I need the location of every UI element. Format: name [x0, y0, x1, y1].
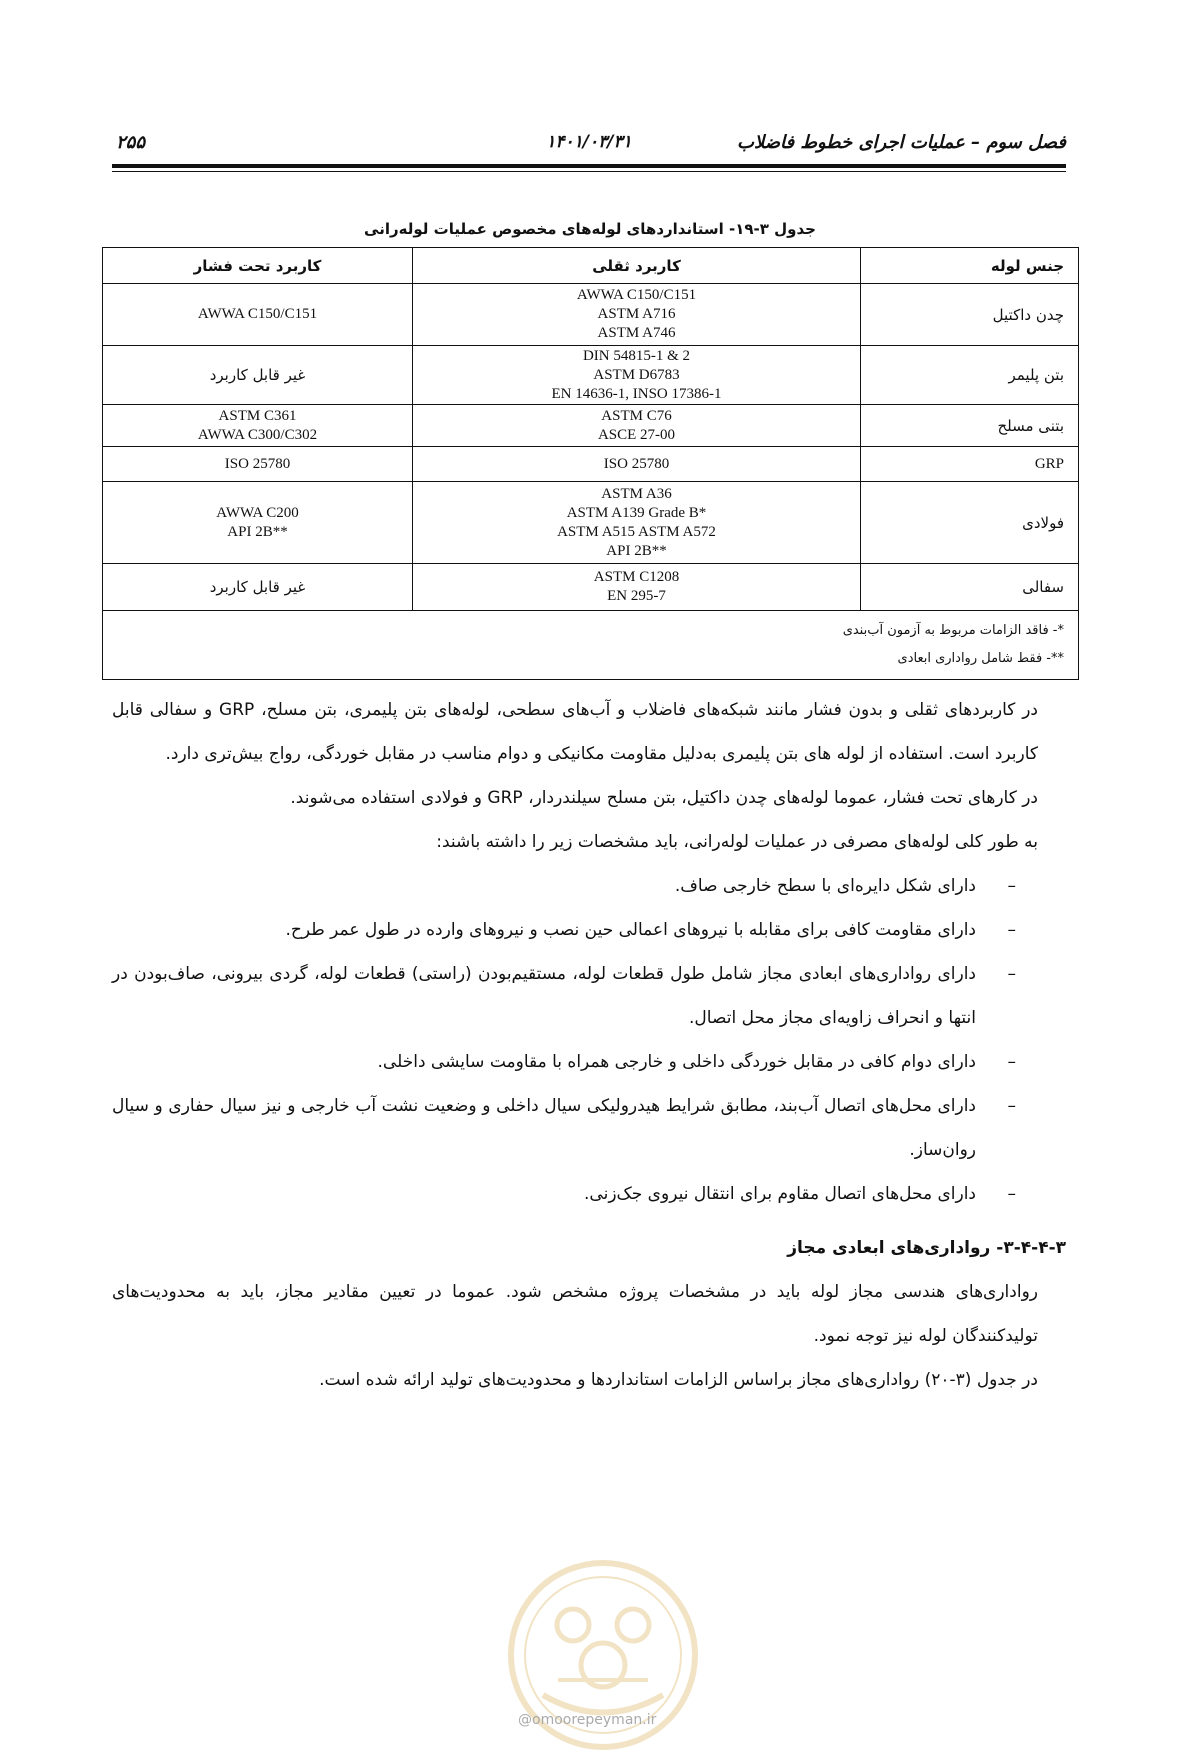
standard-code: ASCE 27-00 — [597, 426, 676, 443]
table-notes — [103, 611, 1079, 680]
list-item-text: دارای دوام کافی در مقابل خوردگی داخلی و خارجی همراه با مقاومت سایشی داخلی. — [377, 1052, 976, 1072]
cell-material: GRP — [861, 447, 1079, 482]
table-row — [103, 482, 1079, 564]
standard-code: AWWA C150/C151 — [197, 306, 318, 322]
header-pressure: کاربرد تحت فشار — [103, 248, 413, 284]
standard-code: ASTM D6783 — [593, 366, 680, 383]
header-gravity: کاربرد ثقلی — [413, 248, 861, 284]
standard-code: AWWA C300/C302 — [197, 426, 318, 443]
cell-pressure — [103, 447, 413, 482]
table-row — [103, 564, 1079, 611]
list-item — [112, 1172, 1066, 1216]
not-applicable-text: غیر قابل کاربرد — [209, 366, 306, 384]
pipe-standards-table — [102, 247, 1079, 680]
header-material: جنس لوله — [861, 248, 1079, 284]
cell-gravity — [413, 564, 861, 611]
cell-gravity — [413, 447, 861, 482]
list-item-text: دارای محل‌های اتصال آب‌بند، مطابق شرایط هیدرولیکی سیال داخلی و وضعیت نشت آب خارجی و نیز سیال حفاری و سیال روان‌ساز. — [112, 1096, 976, 1160]
requirements-list — [112, 864, 1066, 1216]
standard-code: ASTM A746 — [597, 325, 676, 341]
table-row — [103, 284, 1079, 346]
cell-pressure — [103, 405, 413, 447]
dash-bullet: – — [1007, 1052, 1016, 1072]
page-header — [112, 128, 1066, 166]
standard-code: ASTM C76 — [601, 407, 672, 424]
section-heading: ۳-۴-۴-۳- رواداری‌های ابعادی مجاز — [787, 1238, 1066, 1258]
header-rule-thick — [112, 164, 1066, 168]
list-item — [112, 908, 1066, 952]
standard-code: AWWA C200 — [216, 504, 299, 521]
paragraph: در کاربردهای ثقلی و بدون فشار مانند شبکه‌های فاضلاب و آب‌های سطحی، لوله‌های بتن پلیمری، بتن مسلح، GRP و سفالی قابل کاربرد است. استفاده از لوله های بتن پلیمری به‌دلیل مقاومت مکانیکی و دوام مناسب در مقابل خوردگی، رواج بیش‌تری دارد. — [112, 700, 1038, 764]
standard-code: ASTM A515 ASTM A572 — [557, 523, 716, 540]
list-item — [112, 1040, 1066, 1084]
list-item — [112, 864, 1066, 908]
paragraph: رواداری‌های هندسی مجاز لوله باید در مشخصات پروژه مشخص شود. عموما در تعیین مقادیر مجاز، باید به محدودیت‌های تولیدکنندگان لوله نیز توجه نمود. — [112, 1282, 1038, 1346]
standard-code: API 2B** — [227, 523, 288, 540]
dash-bullet: – — [1007, 1184, 1016, 1204]
cell-gravity — [413, 346, 861, 405]
standard-code: ASTM C1208 — [593, 569, 680, 585]
cell-pressure — [103, 346, 413, 405]
list-item-text: دارای مقاومت کافی برای مقابله با نیروهای اعمالی حین نصب و نیروهای وارده در طول عمر طرح. — [285, 920, 976, 940]
dash-bullet: – — [1007, 1096, 1016, 1116]
standard-code: EN 295-7 — [607, 588, 666, 604]
body-text — [112, 688, 1066, 1402]
standard-code: AWWA C150/C151 — [576, 287, 697, 303]
standard-code: ASTM A716 — [597, 306, 676, 322]
table-header-row — [103, 248, 1079, 284]
cell-material: بتن پلیمر — [861, 346, 1079, 405]
cell-pressure — [103, 482, 413, 564]
not-applicable-text: غیر قابل کاربرد — [209, 578, 306, 596]
standard-code: ASTM A139 Grade B* — [566, 504, 707, 521]
list-item-text: دارای رواداری‌های ابعادی مجاز شامل طول قطعات لوله، مستقیم‌بودن (راستی) قطعات لوله، گردی بیرونی، صاف‌بودن در انتها و انحراف زاویه‌ای مجاز محل اتصال. — [112, 964, 976, 1028]
paragraph: در کارهای تحت فشار، عموما لوله‌های چدن داکتیل، بتن مسلح سیلندردار، GRP و فولادی استفاده می‌شوند. — [290, 788, 1038, 808]
page-number: ۲۵۵ — [116, 132, 146, 153]
cell-material: سفالی — [861, 564, 1079, 611]
list-item — [112, 952, 1066, 1040]
list-item — [112, 1084, 1066, 1172]
standard-code: API 2B** — [606, 542, 667, 559]
cell-pressure — [103, 564, 413, 611]
dash-bullet: – — [1007, 876, 1016, 896]
standard-code: ISO 25780 — [603, 455, 670, 472]
dash-bullet: – — [1007, 920, 1016, 940]
table-row — [103, 447, 1079, 482]
table-notes-row — [103, 611, 1079, 680]
cell-material: چدن داکتیل — [861, 284, 1079, 346]
standard-code: ASTM C361 — [218, 407, 297, 424]
standard-code: ASTM A36 — [601, 485, 672, 502]
list-item-text: دارای محل‌های اتصال مقاوم برای انتقال نیروی جک‌زنی. — [584, 1184, 976, 1204]
note-single-asterisk: *- فاقد الزامات مربوط به آزمون آب‌بندی — [842, 623, 1064, 638]
dash-bullet: – — [1007, 964, 1016, 984]
table-row — [103, 346, 1079, 405]
watermark-url: @omoorepeyman.ir — [518, 1712, 657, 1728]
paragraph: به طور کلی لوله‌های مصرفی در عملیات لوله‌رانی، باید مشخصات زیر را داشته باشند: — [436, 832, 1038, 852]
cell-gravity — [413, 284, 861, 346]
paragraph: در جدول (۳-۲۰) رواداری‌های مجاز براساس الزامات استانداردها و محدودیت‌های تولید ارائه شده است. — [319, 1370, 1038, 1390]
header-rule-thin — [112, 171, 1066, 172]
standard-code: EN 14636-1, INSO 17386-1 — [551, 385, 722, 402]
cell-pressure — [103, 284, 413, 346]
table-caption: جدول ۳-۱۹- استانداردهای لوله‌های مخصوص عملیات لوله‌رانی — [364, 220, 816, 238]
list-item-text: دارای شکل دایره‌ای با سطح خارجی صاف. — [674, 876, 976, 896]
cell-material: بتنی مسلح — [861, 405, 1079, 447]
standard-code: ISO 25780 — [224, 455, 291, 472]
standard-code: DIN 54815-1 & 2 — [582, 347, 691, 364]
cell-gravity — [413, 405, 861, 447]
note-double-asterisk: **- فقط شامل رواداری ابعادی — [897, 651, 1064, 666]
cell-material: فولادی — [861, 482, 1079, 564]
table-row — [103, 405, 1079, 447]
header-date: ۱۴۰۱/۰۳/۳۱ — [546, 132, 632, 152]
cell-gravity — [413, 482, 861, 564]
chapter-title: فصل سوم – عملیات اجرای خطوط فاضلاب — [737, 132, 1066, 153]
